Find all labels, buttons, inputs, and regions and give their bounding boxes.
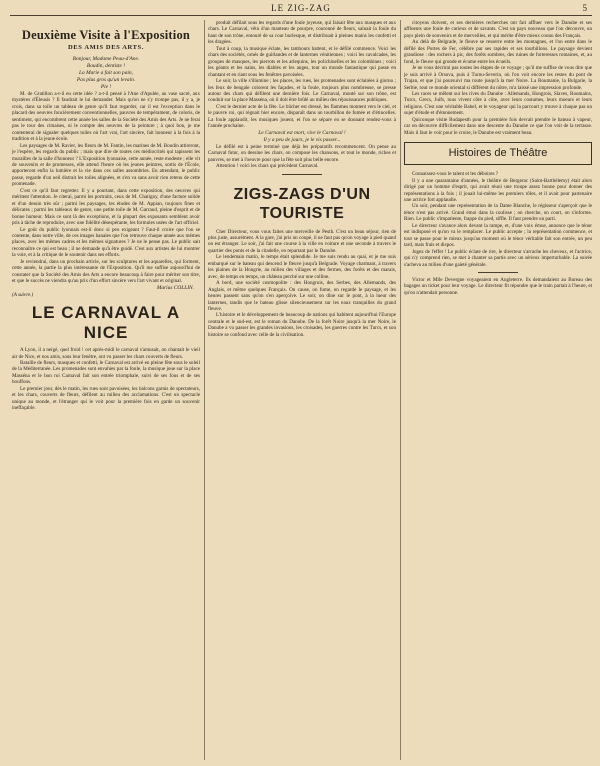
article-title: Deuxième Visite à l'Exposition xyxy=(21,28,191,42)
boxed-section-title: Histoires de Théâtre xyxy=(404,142,592,165)
paragraph: L'histoire et le développement de beaucoup de nations qui habitent aujourd'hui l'Europe centrale et le sud-est, est le roman du Danube. De la forêt Noire jusqu'à la mer Noire, le Danube a vu passer les grandes invasions, les croisades, les guerres contre les Turcs, et son histoire se confond avec celle de la civilisation. xyxy=(208,312,396,338)
paragraph: Je reviendrai, dans un prochain article, sur les sculptures et les aquarelles, qui forment, cette année, la partie la plus intéressante de l'Exposition. Qu'il me suffise aujourd'hui de constater que la Société des Amis des Arts a encore beaucoup à faire pour mériter son titre, et que le succès ne viendra qu'au prix d'un effort sincère vers l'art vivant et original. xyxy=(12,258,200,285)
paragraph: A bord, une société cosmopolite : des Hongrois, des Serbes, des Allemands, des Anglais, et même quelques Français. On cause, on fume, on regarde le paysage, et les heures passent sans qu'on s'en aperçoive. Le soir, on dîne sur le pont, à la lueur des lanternes, tandis que le bateau glisse silencieusement sur les eaux tranquilles du grand fleuve. xyxy=(208,280,396,312)
column-2 xyxy=(208,20,396,760)
paragraph: C'est ce qu'il faut regretter. Il y a pourtant, dans cette exposition, des oeuvres qui méritent l'attention. Je citerai, parmi les portraits, ceux de M. Chatigny, d'une facture solide et d'un dessin très sûr ; parmi les paysages, les études de M. Appian, toujours fines et délicates ; parmi les tableaux de genre, une petite toile de M. Garraud, pleine d'esprit et de bonne humeur. Mais ce sont là des exceptions, et la plupart des exposants semblent avoir pris à tâche de reproduire, avec une fidélité désespérante, les formules usées de l'art officiel. xyxy=(12,187,200,227)
paragraph: C'est le dernier acte de la fête. Le bûcher est dressé, les flammes montent vers le ciel, et le pauvre roi, qui régnait hier encore, disparaît dans un tourbillon de fumée et d'étincelles. La foule applaudit, les musiques jouent, et l'on se sépare en se donnant rendez-vous à l'année prochaine. xyxy=(208,103,396,130)
paragraph: Les races se mêlent sur les rives du Danube : Allemands, Hongrois, Slaves, Roumains, Turcs, Grecs, Juifs, tous vivent côte à côte, avec leurs costumes, leurs moeurs et leurs religions. C'est une véritable Babel, et le voyageur qui la parcourt y trouve à chaque pas un sujet d'étude et d'étonnement. xyxy=(404,90,592,117)
paragraph: Le directeur s'avance alors devant la rampe, et, d'une voix émue, annonce que le ténor est indisposé et qu'on va le remplacer. Le public accepte ; la représentation commence, et tout se passe pour le mieux jusqu'au moment où le ténor véritable fait son entrée, un peu tard, mais frais et dispos. xyxy=(404,222,592,249)
paragraph: Un soir, pendant une représentation de la Dame Blanche, le régisseur s'aperçoit que le ténor n'est pas arrivé. Grand émoi dans la coulisse ; on cherche, on court, on s'informe. Rien. Le public s'impatiente, frappe du pied, siffle. Il faut prendre un parti. xyxy=(404,203,592,223)
verse-line: Le Carnaval est mort, vive le Carnaval ! xyxy=(258,129,346,136)
article-title: ZIGS-ZAGS D'UN TOURISTE xyxy=(233,185,371,222)
column-3 xyxy=(404,20,592,760)
section-divider xyxy=(478,272,518,273)
signature: Marius COLLIN. xyxy=(156,284,194,291)
paragraph: Cher Directeur, vous vous faites une merveille de Pesth. C'est un beau séjour, rien de plus juste, assurément. A la gare, j'ai pris un coupé, il ne faut pas qu'on voyage à pied quand on est étranger. Le soir, j'ai fait une course à la ville en voiture et une seconde à travers le quartier des ponts et de la citadelle, en repartant par le Danube. xyxy=(208,228,396,254)
paragraph: Connaissez-vous le talent et les déboires ? xyxy=(412,171,499,178)
paragraph: A Lyon, il a neigé, quel froid ! cet après-midi le carnaval s'amusait, on chantait le vieil air de Nice, et nos amis, sous leur fenêtre, ont vu passer les chars couverts de fleurs. xyxy=(12,347,200,360)
closing-line: Attention ! voici les chars qui précèdent Carnaval. xyxy=(216,163,319,170)
page-number: 5 xyxy=(582,3,588,13)
article-subtitle: DES AMIS DES ARTS. xyxy=(68,44,144,51)
verse-line: Bonjour, Madame Peau-d'Ane. xyxy=(72,56,140,62)
paragraph: Au delà de Belgrade, le fleuve se resserre entre les montagnes, et l'on entre dans le défilé des Portes de Fer, célèbre par ses rapides et ses tourbillons. Le paysage devient grandiose : des rochers à pic, des forêts sombres, des ruines de forteresses romaines, et, au fond, le fleuve qui gronde et écume entre les écueils. xyxy=(404,39,592,65)
paragraph: Jugez de l'effet ! Le public éclate de rire, le directeur s'arrache les cheveux, et l'actrice, qui n'y comprend rien, se met à chanter sa partie avec un sérieux imperturbable. La soirée s'acheva au milieu d'une gaieté générale. xyxy=(404,248,592,268)
paragraph: Le premier jour, dès le matin, les rues sont pavoisées, les balcons garnis de spectateurs, et les chars, couverts de fleurs, défilent au milieu des acclamations. C'est un spectacle unique au monde, et l'étranger qui le voit pour la première fois en garde un souvenir ineffaçable. xyxy=(12,385,200,412)
continued-note: (A suivre.) xyxy=(12,291,34,298)
verse-line: Pas plus gros qu'un levain. xyxy=(76,77,136,83)
paragraph: Le lendemain matin, le temps était splendide. Je me suis rendu au quai, et je me suis embarqué sur le bateau qui descend le fleuve jusqu'à Belgrade. Voyage charmant, à travers les plaines de la Hongrie, au milieu des villages et des fermes, des forêts et des marais, avec, de temps en temps, un château perché sur une colline. xyxy=(208,254,396,280)
column-1 xyxy=(12,20,200,760)
paragraph: Il y a une quarantaine d'années, le théâtre de Bergerac (Saint-Barthélemy) était alors dirigé par un homme d'esprit, qui avait réuni une troupe assez bonne pour donner des représentations à la fois ; il jouait lui-même les premiers rôles, et il avait pour partenaire une actrice fort applaudie. xyxy=(404,177,592,203)
paragraph: Tout à coup, la musique éclate, les tambours battent, et le défilé commence. Voici les chars des sociétés, ornés de guirlandes et de lanternes vénitiennes ; voici les cavalcades, les groupes de masques, les pierrots et les arlequins, les polichinelles et les colombines ; voici les géants et les nains, les diables et les anges, tout un monde fantastique qui passe en chantant et en riant sous les fenêtres pavoisées. xyxy=(208,45,396,78)
paragraph: Le défilé est à peine terminé que déjà les préparatifs recommencent. On pense au Carnaval futur, on dessine les chars, on compose les chansons, et tout le monde, riches et pauvres, se met à l'oeuvre pour que la fête soit plus belle encore. xyxy=(208,143,396,163)
paragraph: Les paysages de M. Ravier, les fleurs de M. Fantin, les marines de M. Boudin attireront, je l'espère, les regards du public ; mais que dire de toutes ces médiocrités qui tapissent les murailles de la salle d'honneur ? L'Exposition lyonnaise, cette année, reste modeste ; elle vit de souvenirs et de promesses, elle attend l'heure où les jeunes peintres, sortis de l'École, apporteront enfin la lumière et la vie dans ces salles assombries. En attendant, le public passe, regarde d'un oeil distrait les toiles alignées, et s'en va sans avoir rien retenu de cette promenade. xyxy=(12,142,200,188)
newspaper-page xyxy=(10,2,592,762)
verse-line: La Marie a fait son pain, xyxy=(79,70,133,76)
article-title: LE CARNAVAL A NICE xyxy=(31,303,181,343)
paragraph: Victor et Mlle Devergne voyageaient en Angleterre. Ils demandaient au Bureau des bagages un ticket pour leur voyage. Le directeur fit répondre que le train partait à l'heure, et qu'on n'attendait personne. xyxy=(404,276,592,296)
paragraph: Quiconque visite Budapesth pour la première fois devrait prendre le bateau à vapeur, car on découvre difficilement dans une descente du Danube ce que l'on voit de la terrasse. Mais il faut le voir pour le croire, le Danube est vraiment beau. xyxy=(404,116,592,136)
journal-name: LE ZIG-ZAG xyxy=(271,3,331,13)
section-divider xyxy=(282,174,322,175)
paragraph: Le soir, la ville s'illumine ; les places, les rues, les promenades sont éclairées à giorno ; les feux de bengale colorent les façades, et la foule, toujours plus nombreuse, se presse autour des chars qui défilent une dernière fois. Le Carnaval, monté sur son trône, est conduit sur la place Masséna, où il doit être brûlé au milieu des réjouissances publiques. xyxy=(208,78,396,104)
column-divider xyxy=(400,20,401,760)
paragraph: Le goût du public lyonnais est-il donc si peu exigeant ? Faut-il croire que l'on se contente, dans notre ville, de ces images banales que l'on retrouve chaque année aux mêmes places, avec les mêmes cadres et les mêmes signatures ? Je ne le pense pas. Le public sait reconnaître ce qui est beau ; il ne demande qu'à être guidé. C'est aux artistes de lui montrer la voie, et à la critique de le soutenir dans ses efforts. xyxy=(12,226,200,259)
verse-line: Il y a peu de jours, je le vis passer... xyxy=(263,136,341,143)
paragraph: produit défilait sous les regards d'une foule joyeuse, qui faisait fête aux masques et aux chars. Le Carnaval, vêtu d'un manteau de pourpre, couronné de fleurs, saluait la foule du haut de son trône, entouré de sa cour burlesque, et distribuait à pleines mains les confetti et les dragées. xyxy=(208,20,396,46)
verse-line: Pie ! xyxy=(100,84,112,90)
column-divider xyxy=(204,20,205,760)
running-head xyxy=(10,2,592,14)
paragraph: Bataille de fleurs, masques et confetti, le Carnaval est arrivé en pleine fête sous le soleil de la Méditerranée. Les promenades sont envahies par la foule, la musique joue sur la place Masséna et le bon roi Carnaval fait son entrée triomphale, suivi de ses fous et de ses bouffons. xyxy=(12,359,200,386)
paragraph: citoyens doivent, et ses dernières recherches ont fait affluer vers le Danube et ses affluents une foule de curieux et de savants. C'est un pays nouveau que l'on découvre, un pays plein de souvenirs et de merveilles, et qui mérite d'être mieux connu des Français. xyxy=(404,20,592,39)
paragraph: Je ne vous décrirai pas toutes les étapes de ce voyage ; qu'il me suffise de vous dire que je suis arrivé à Orsova, puis à Turnu-Severin, où l'on voit encore les restes du pont de Trajan, et que j'ai poursuivi ma route jusqu'à la mer Noire. La Roumanie, la Bulgarie, la Serbie, tout ce monde oriental si différent du nôtre, m'a laissé une impression profonde. xyxy=(404,65,592,91)
header-rule xyxy=(10,15,592,16)
verse-line: Boudin, dentiste ! xyxy=(86,63,126,69)
paragraph: M. de Gratillon a-t-il eu cette idée ? a-t-il pensé à l'Ane d'Apulée, au vase sacré, aux mystères d'Éleusis ? Il faudrait le lui demander. Mais qu'on ne s'y trompe pas, il y a, je crois, dans sa toile un tableau de genre qu'il faut regarder, car il est l'exception dans le placard des oeuvres foncièrement conventionnelles, pauvres de tempérament, de coloris, de sentiment, qui encombrent cette année les salles de la Société des Amis des Arts. Je ne ferai pas le tour des cimaises, ni le compte des oeuvres de la peinture ; à quoi bon, je me contenterai de signaler quelques toiles où l'art vrai, l'art sincère, fait honneur à la fois à la tradition et à la jeune école. xyxy=(12,91,200,143)
